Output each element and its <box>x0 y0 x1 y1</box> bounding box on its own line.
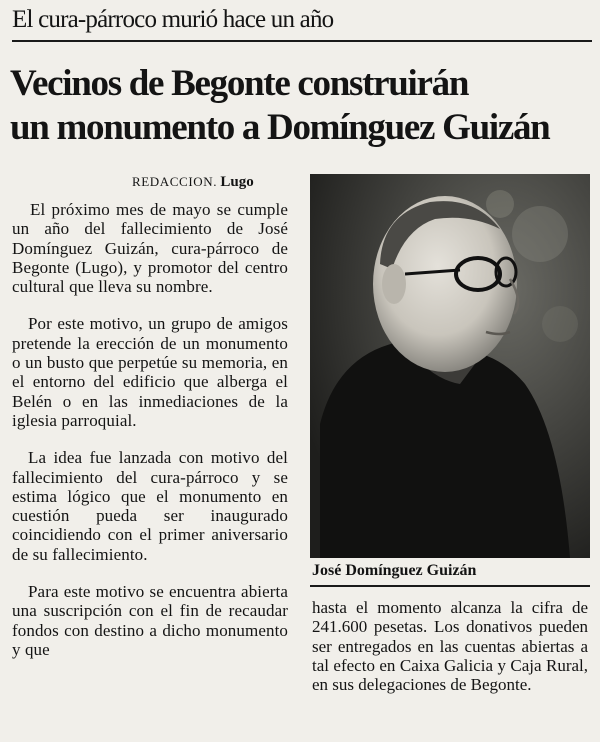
headline-line-2: un monumento a Domínguez Guizán <box>10 107 550 148</box>
headline <box>10 62 594 150</box>
article-body-left <box>12 200 288 677</box>
byline-agency: REDACCION. <box>132 174 218 189</box>
paragraph-1: El próximo mes de mayo se cumple un año del fallecimiento de José Domínguez Guizán, cura-párroco de Begonte (Lugo), y promotor del centro cultural que lleva su nombre. <box>12 200 288 297</box>
article-body-right <box>312 598 588 694</box>
paragraph-4: Para este motivo se encuentra abierta una suscripción con el fin de recaudar fondos con destino a dicho monumento y que <box>12 582 288 659</box>
portrait-illustration <box>310 174 590 558</box>
caption-rule <box>310 585 590 587</box>
kicker-rule <box>12 40 592 42</box>
portrait-photo <box>310 174 590 558</box>
byline <box>132 173 312 191</box>
paragraph-2: Por este motivo, un grupo de amigos pretende la erección de un monumento o un busto que perpetúe su memoria, en el entorno del edificio que alberga el Belén o en las inmediaciones de la iglesia parroquial. <box>12 314 288 430</box>
paragraph-continuation: hasta el momento alcanza la cifra de 241.600 pesetas. Los donativos pueden ser entregados en las cuentas abiertas a tal efecto en Caixa Galicia y Caja Rural, en sus delegaciones de Begonte. <box>312 598 588 695</box>
kicker: El cura-párroco murió hace un año <box>12 6 334 33</box>
photo-caption: José Domínguez Guizán <box>312 562 477 579</box>
paragraph-3: La idea fue lanzada con motivo del fallecimiento del cura-párroco y se estima lógico que el monumento en cuestión pueda ser inaugurado coincidiendo con el primer aniversario de su fallecimiento. <box>12 448 288 564</box>
byline-place: Lugo <box>220 174 254 190</box>
headline-line-1: Vecinos de Begonte construirán <box>10 63 469 104</box>
